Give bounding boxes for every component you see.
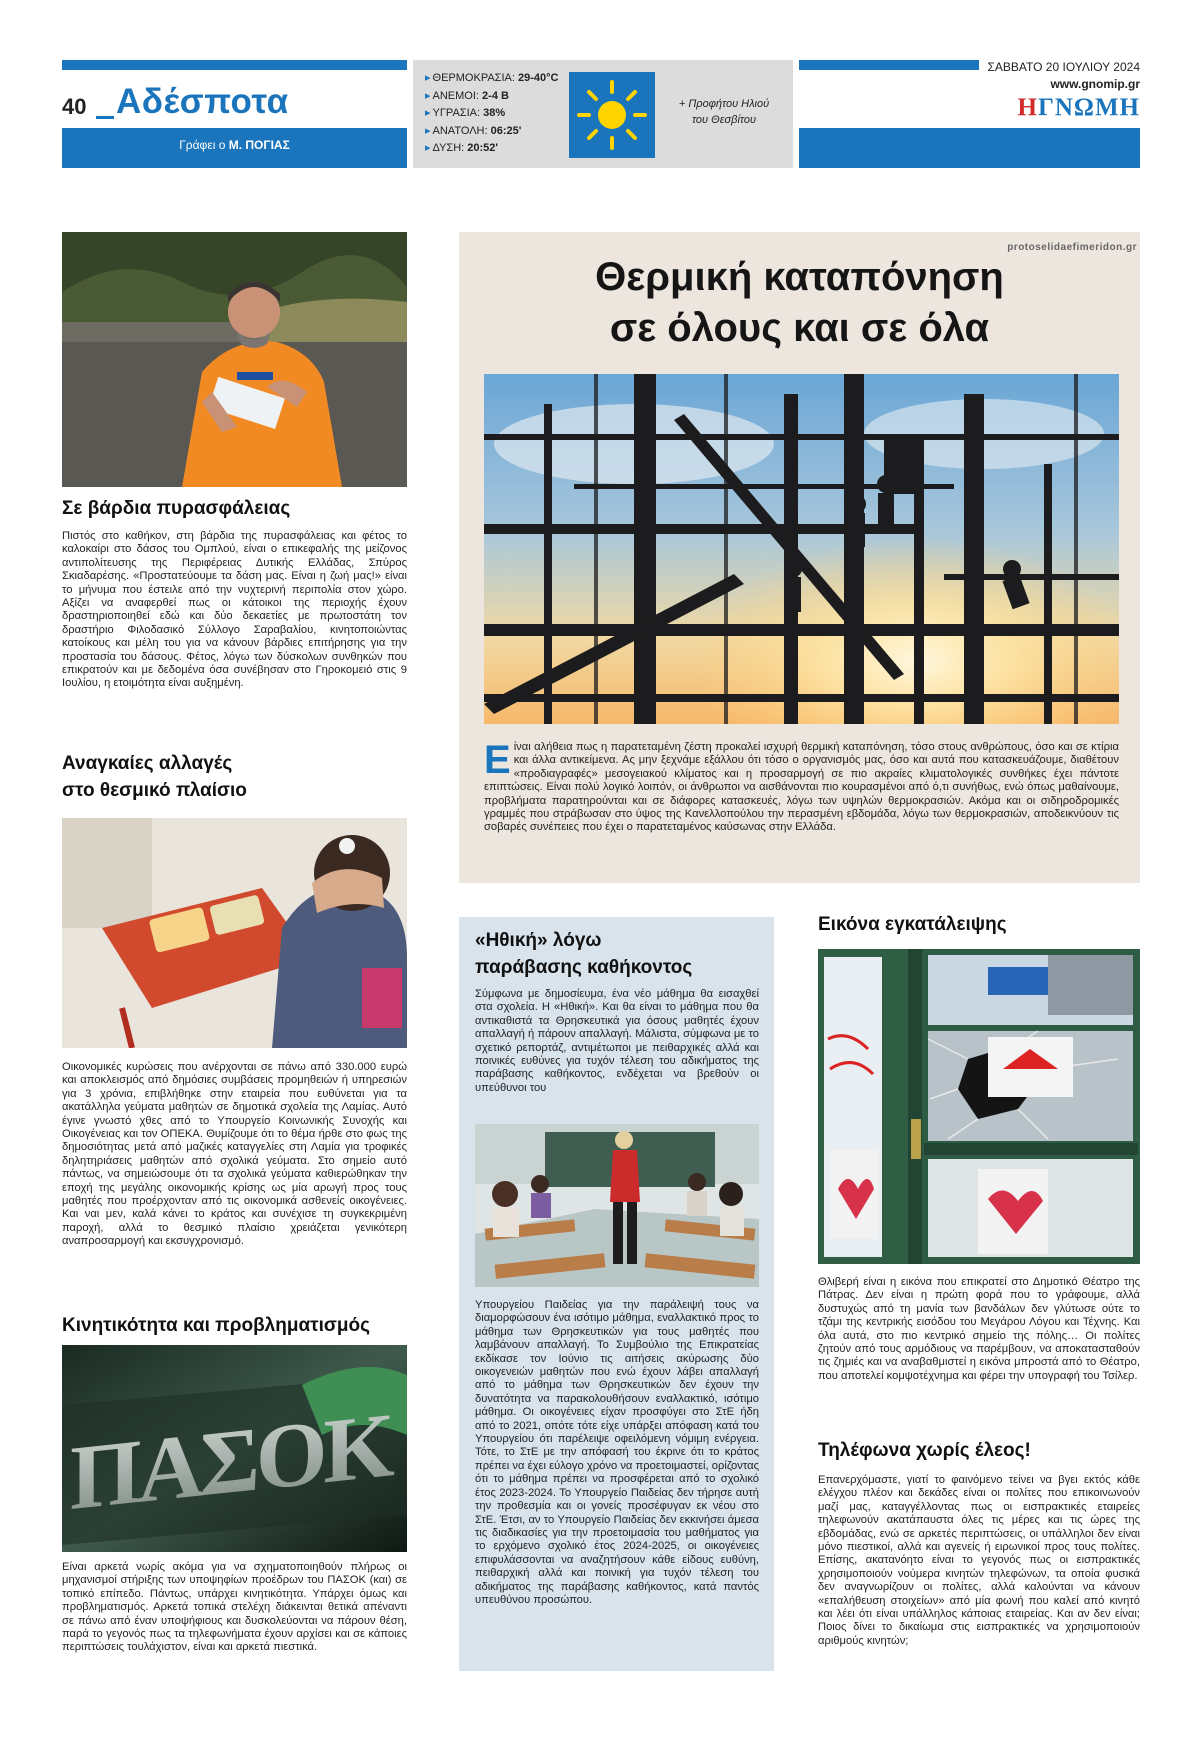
- weather-sunset-label: ΔΥΣΗ:: [432, 142, 465, 154]
- logo-name: ΓΝΩΜΗ: [1037, 94, 1140, 121]
- watermark: protoselidaefimeridon.gr: [1007, 242, 1137, 253]
- ethics-body-top: Σύμφωνα με δημοσίευμα, ένα νέο μάθημα θα εισαχθεί στα σχολεία. Η «Ηθική». Και θα είναι το μάθημα που θα αντικαθιστά τα Θρησκευτικά για όσους μαθητές έχουν απαλλαγή ή πάρουν απαλλαγή. Μάλιστα, σύμφωνα με το σχετικό ρεπορτάζ, αντιμέτωποι με πειθαρχικές αλλά και ποινικές ευθύνες για τυχόν τέλεση του αδικήματος της παράβασης καθήκοντος, ενδέχεται να βρεθούν οι υπεύθυνοι του: [475, 988, 759, 1094]
- feature-title-line-1: Θερμική καταπόνηση: [595, 255, 1004, 299]
- weather-sunset-value: 20:52': [467, 142, 499, 154]
- neglect-photo: [818, 949, 1140, 1264]
- changes-heading-line-1: Αναγκαίες αλλαγές: [62, 753, 233, 774]
- phones-heading: Τηλέφωνα χωρίς έλεος!: [818, 1440, 1031, 1461]
- feature-dropcap: Ε: [484, 738, 511, 782]
- changes-photo: [62, 818, 407, 1048]
- feature-body-text: ίναι αλήθεια πως η παρατεταμένη ζέστη προκαλεί ισχυρή θερμική καταπόνηση, τόσο στους ανθρώπους, όσο και σε κτίρια και άλλα αντικείμενα. Ας μην ξεχνάμε εξάλλου ότι τόσο ο οργανισμός μας, όσο και αυτά που κατασκευάζουμε, διαθέτουν «προδιαγραφές» μεσογειακού κλίματος και η προσαρμογή σε πιο ακραίες κλιματολογικές συνθήκες έχει πάντοτε επιπτώσεις. Είναι πολύ λογικό λοιπόν, οι άνθρωποι να αισθάνονται πιο κουρασμένοι από ό,τι συνήθως, ενώ όπως μαθαίνουμε, προβλήματα παρατηρούνται και σε διάφορες κατασκευές, λόγω των υψηλών θερμοκρασιών. Ακόμα και οι σιδηροδρομικές γραμμές που στράβωσαν στο ύψος της Κανελλοπούλου την περασμένη εβδομάδα, λόγω των θερμοκρασιών, αποδεικνύουν τις σοβαρές συνέπειες που έχει ο παρατεταμένος καύσωνας στην Ελλάδα.: [484, 741, 1119, 834]
- phones-body: Επανερχόμαστε, γιατί το φαινόμενο τείνει να βγει εκτός κάθε ελέγχου πλέον και δεκάδες είναι οι πολίτες που επικοινωνούν μαζί μας, καταγγέλλοντας πως οι εισπρακτικές εταιρείες τηλεφωνούν ακατάπαυστα όλες τις μέρες και τις ώρες της εβδομάδας, ενώ σε αρκετές περιπτώσεις, οι υπάλληλοι δεν είναι μόνο πιεστικοί, αλλά και αγενείς ή ειρωνικοί προς τους πολίτες. Επίσης, ακατανόητο είναι το γεγονός πως οι εισπρακτικές χρησιμοποιούν νούμερα κινητών τηλεφώνων, τα οποία φυσικά δεν αναγνωρίζουν οι πολίτες, αλλά καλούνται να κάνουν «επαλήθευση στοιχείων» από μία φωνή που καλεί από κινητό και λέει ότι είναι υπάλληλος κάποιας εταιρείας. Και αν δεν είναι; Ποιος δίνει το δικαίωμα στις εισπρακτικές να χρησιμοποιούν αριθμούς κινητών;: [818, 1474, 1140, 1647]
- changes-body: Οικονομικές κυρώσεις που ανέρχονται σε πάνω από 330.000 ευρώ και αποκλεισμός από δημόσιες συμβάσεις προμηθειών ή υπηρεσιών για 3 χρόνια, επιβλήθηκε στην εταιρεία που ευθύνεται για τα ακατάλληλα γεύματα μαθητών σε δημοτικά σχολεία της Λαμίας. Αυτό έγινε γνωστό χθες από το Υπουργείο Κοινωνικής Συνοχής και Οικογένειας και τον ΟΠΕΚΑ. Θυμίζουμε ότι το θέμα ήρθε στο φως της δημοσιότητας μετά από μαζικές καταγγελίες στη Λαμία για τροφικές δηλητηριάσεις μαθητών από σχολικά γεύματα. Στο σημείο αυτό πάντως, να σημειώσουμε ότι τα σχολικά γεύματα καθιερώθηκαν την εποχή της μεγάλης οικονομικής κρίσης ως μία αρωγή προς τους μαθητές που προέρχονταν από τις οικονομικά ασθενείς οικογένειες. Και ναι μεν, καλά κάνει το κράτος και συνέχισε τη συγκεκριμένη παροχή, αλλά το θεσμικό πλαίσιο χρειάζεται γενικότερη αναπροσαρμογή και εκσυγχρονισμό.: [62, 1061, 407, 1248]
- pasok-photo: [62, 1345, 407, 1552]
- ethics-body-bottom: Υπουργείου Παιδείας για την παράλειψή τους να διαμορφώσουν ένα ισότιμο μάθημα, εναλλακτικό προς το μάθημα των Θρησκευτικών για τους μαθητές που λαμβάνουν απαλλαγή. Το Συμβούλιο της Επικρατείας εκδίκασε τον Ιούνιο τις αιτήσεις ακύρωσης δύο οικογενειών μαθητών που ενώ έχουν λάβει απαλλαγή από το μάθημα των Θρησκευτικών δεν έχουν την δυνατότητα να παρακολουθήσουν εναλλακτικό, ισότιμο μάθημα. Οι οικογένειες είχαν προσφύγει στο ΣτΕ ήδη από το 2021, οπότε τότε είχε υπάρξει απόφαση κατά του Υπουργείου ότι παρέλειψε οφειλόμενη νόμιμη ενέργεια. Τότε, το ΣτΕ με την απόφασή του έκρινε ότι το κράτος πρέπει να έχει εύλογο χρόνο να προετοιμαστεί, ορίζοντας ότι το μάθημα πρέπει να προσφέρεται από το σχολικό έτος 2023-2024. Το Υπουργείο Παιδείας δεν τήρησε αυτή την προθεσμία και οι γονείς προσέφυγαν εκ νέου στο ΣτΕ. Έτσι, αν το Υπουργείο Παιδείας δεν εκκινήσει άμεσα τις διαδικασίες για την προετοιμασία του μαθήματος για το ερχόμενο σχολικό έτος 2024-2025, οι οικογένειες επιφυλάσσονται να αναζητήσουν κάθε είδους ευθύνη, πειθαρχική αλλά και ποινική για τυχόν τέλεση του αδικήματος της παράβασης καθήκοντος, κατά παντός υπευθύνου προσώπου.: [475, 1299, 759, 1606]
- pasok-heading: Κινητικότητα και προβληματισμός: [62, 1315, 371, 1336]
- weather-box: [413, 60, 793, 168]
- masthead: [62, 60, 1140, 168]
- feature-title: [459, 252, 1140, 354]
- feature-title-line-2: σε όλους και σε όλα: [609, 306, 990, 350]
- weather-temperature: [425, 70, 558, 88]
- ethics-photo: [475, 1124, 759, 1287]
- pasok-sign-text: ΠΑΣΟΚ: [70, 1393, 395, 1530]
- ethics-heading: [475, 927, 765, 981]
- weather-humidity: [425, 105, 558, 123]
- feature-article: [459, 232, 1140, 883]
- ethics-heading-line-2: παράβασης καθήκοντος: [475, 957, 693, 978]
- masthead-bottom-bar-right: [799, 128, 1140, 168]
- website-link[interactable]: www.gnomip.gr: [1050, 77, 1140, 91]
- logo-h: Η: [1017, 94, 1038, 121]
- weather-humidity-value: 38%: [483, 107, 506, 119]
- firewatch-heading: Σε βάρδια πυρασφάλειας: [62, 498, 291, 519]
- weather-temp-value: 29-40°C: [518, 72, 559, 84]
- newspaper-logo: [1018, 94, 1140, 122]
- weather-wind-label: ΑΝΕΜΟΙ:: [432, 89, 479, 102]
- weather-temp-label: ΘΕΡΜΟΚΡΑΣΙΑ:: [432, 72, 515, 84]
- saint-of-day: [663, 96, 785, 128]
- masthead-right: [799, 60, 1140, 168]
- neglect-heading: Εικόνα εγκατάλειψης: [818, 914, 1007, 935]
- firewatch-body: Πιστός στο καθήκον, στη βάρδια της πυρασφάλειας και φέτος το καλοκαίρι στο δάσος του Ομπλού, είναι ο επικεφαλής της μείζονος αντιπολίτευσης της Περιφέρειας Δυτικής Ελλάδας, Σπύρος Σκιαδαρέσης. «Προστατεύουμε τα δάση μας. Είναι η ζωή μας!» είναι το μήνυμα που έστειλε από την νυχτερινή περιπολία στον χώρο. Αξίζει να αναφερθεί πως οι κάτοικοι της περιοχής έχουν δραστηριοποιηθεί εδώ και δύο δεκαετίες με πρωτοστάτη τον δραστήριο Φιλοδασικό Σύλλογο Σαραβαλίου, κινητοποιώντας κατοίκους και μέλη του για να κάνουν βάρδιες επιτήρησης για την προστασία του δάσους. Φέτος, λόγω των δύσκολων συνθηκών που επικρατούν και με δεδομένα όσα συνέβησαν στο Γηροκομειό στις 9 Ιουλίου, η ετοιμότητα είναι αυξημένη.: [62, 530, 407, 690]
- writer-credit: [62, 138, 407, 152]
- page-number: 40: [62, 94, 87, 119]
- weather-sunrise-value: 06:25': [490, 124, 522, 137]
- weather-humidity-label: ΥΓΡΑΣΙΑ:: [432, 107, 481, 119]
- section-dash: [96, 116, 114, 119]
- weather-sunrise: [425, 123, 558, 141]
- pasok-body: Είναι αρκετά νωρίς ακόμα για να σχηματοποιηθούν πλήρως οι μηχανισμοί στήριξης των υποψηφίων προέδρων του ΠΑΣΟΚ (και) σε τοπικό επίπεδο. Πάντως, υπάρχει κινητικότητα. Υπάρχει όμως και προβληματισμός. Αρκετά τοπικά στελέχη διάκεινται θετικά απέναντι σε πάνω από έναν υποψήφιους και δυσκολεύονται να πάρουν θέση, παρά το γεγονός πως τα τηλεφωνήματα έχουν αρχίσει και σε κάποιες περιπτώσεις τουλάχιστον, είναι και αρκετά πιεστικά.: [62, 1561, 407, 1654]
- weather-sunset: [425, 140, 558, 158]
- saint-line-1: + Προφήτου Ηλιού: [678, 98, 770, 110]
- weather-sunrise-label: ΑΝΑΤΟΛΗ:: [432, 124, 488, 137]
- feature-photo: [484, 374, 1119, 724]
- firewatch-photo: [62, 232, 407, 487]
- changes-heading-line-2: στο θεσμικό πλαίσιο: [62, 780, 247, 801]
- weather-list: [425, 70, 558, 158]
- weather-wind: [425, 88, 558, 106]
- issue-date: ΣΑΒΒΑΤΟ 20 ΙΟΥΛΙΟΥ 2024: [987, 60, 1140, 74]
- weather-wind-value: 2-4 Β: [482, 89, 509, 102]
- ethics-heading-line-1: «Ηθική» λόγω: [475, 930, 602, 951]
- changes-heading: [62, 750, 407, 804]
- masthead-top-bar: [62, 60, 407, 70]
- writer-prefix: Γράφει ο: [179, 138, 226, 152]
- feature-body: [484, 738, 1119, 835]
- sun-icon: [569, 72, 655, 158]
- masthead-left: [62, 60, 407, 168]
- saint-line-2: του Θεσβίτου: [691, 114, 757, 126]
- ethics-article-box: [459, 917, 774, 1671]
- writer-name: Μ. ΠΟΓΙΑΣ: [228, 138, 290, 152]
- neglect-body: Θλιβερή είναι η εικόνα που επικρατεί στο Δημοτικό Θέατρο της Πάτρας. Δεν είναι η πρώτη φορά που το γράφουμε, αλλά δυστυχώς από τη μανία των βανδάλων δεν γλύτωσε ούτε το τζάμι της κεντρικής εισόδου του Μεγάρου Λόγου και Τέχνης. Και όλα αυτά, στο πιο κεντρικό σημείο της πόλης… Οι πολίτες ζητούν από τους αρμόδιους να παρέμβουν, να αποκατασταθούν τις ζημιές και να αναβαθμιστεί η εικόνα μπροστά από το Θέατρο, που αποτελεί κομψοτέχνημα και φέρει την υπογραφή του Τσίλερ.: [818, 1276, 1140, 1382]
- masthead-top-bar-right: [799, 60, 979, 70]
- section-title: Αδέσποτα: [116, 82, 289, 121]
